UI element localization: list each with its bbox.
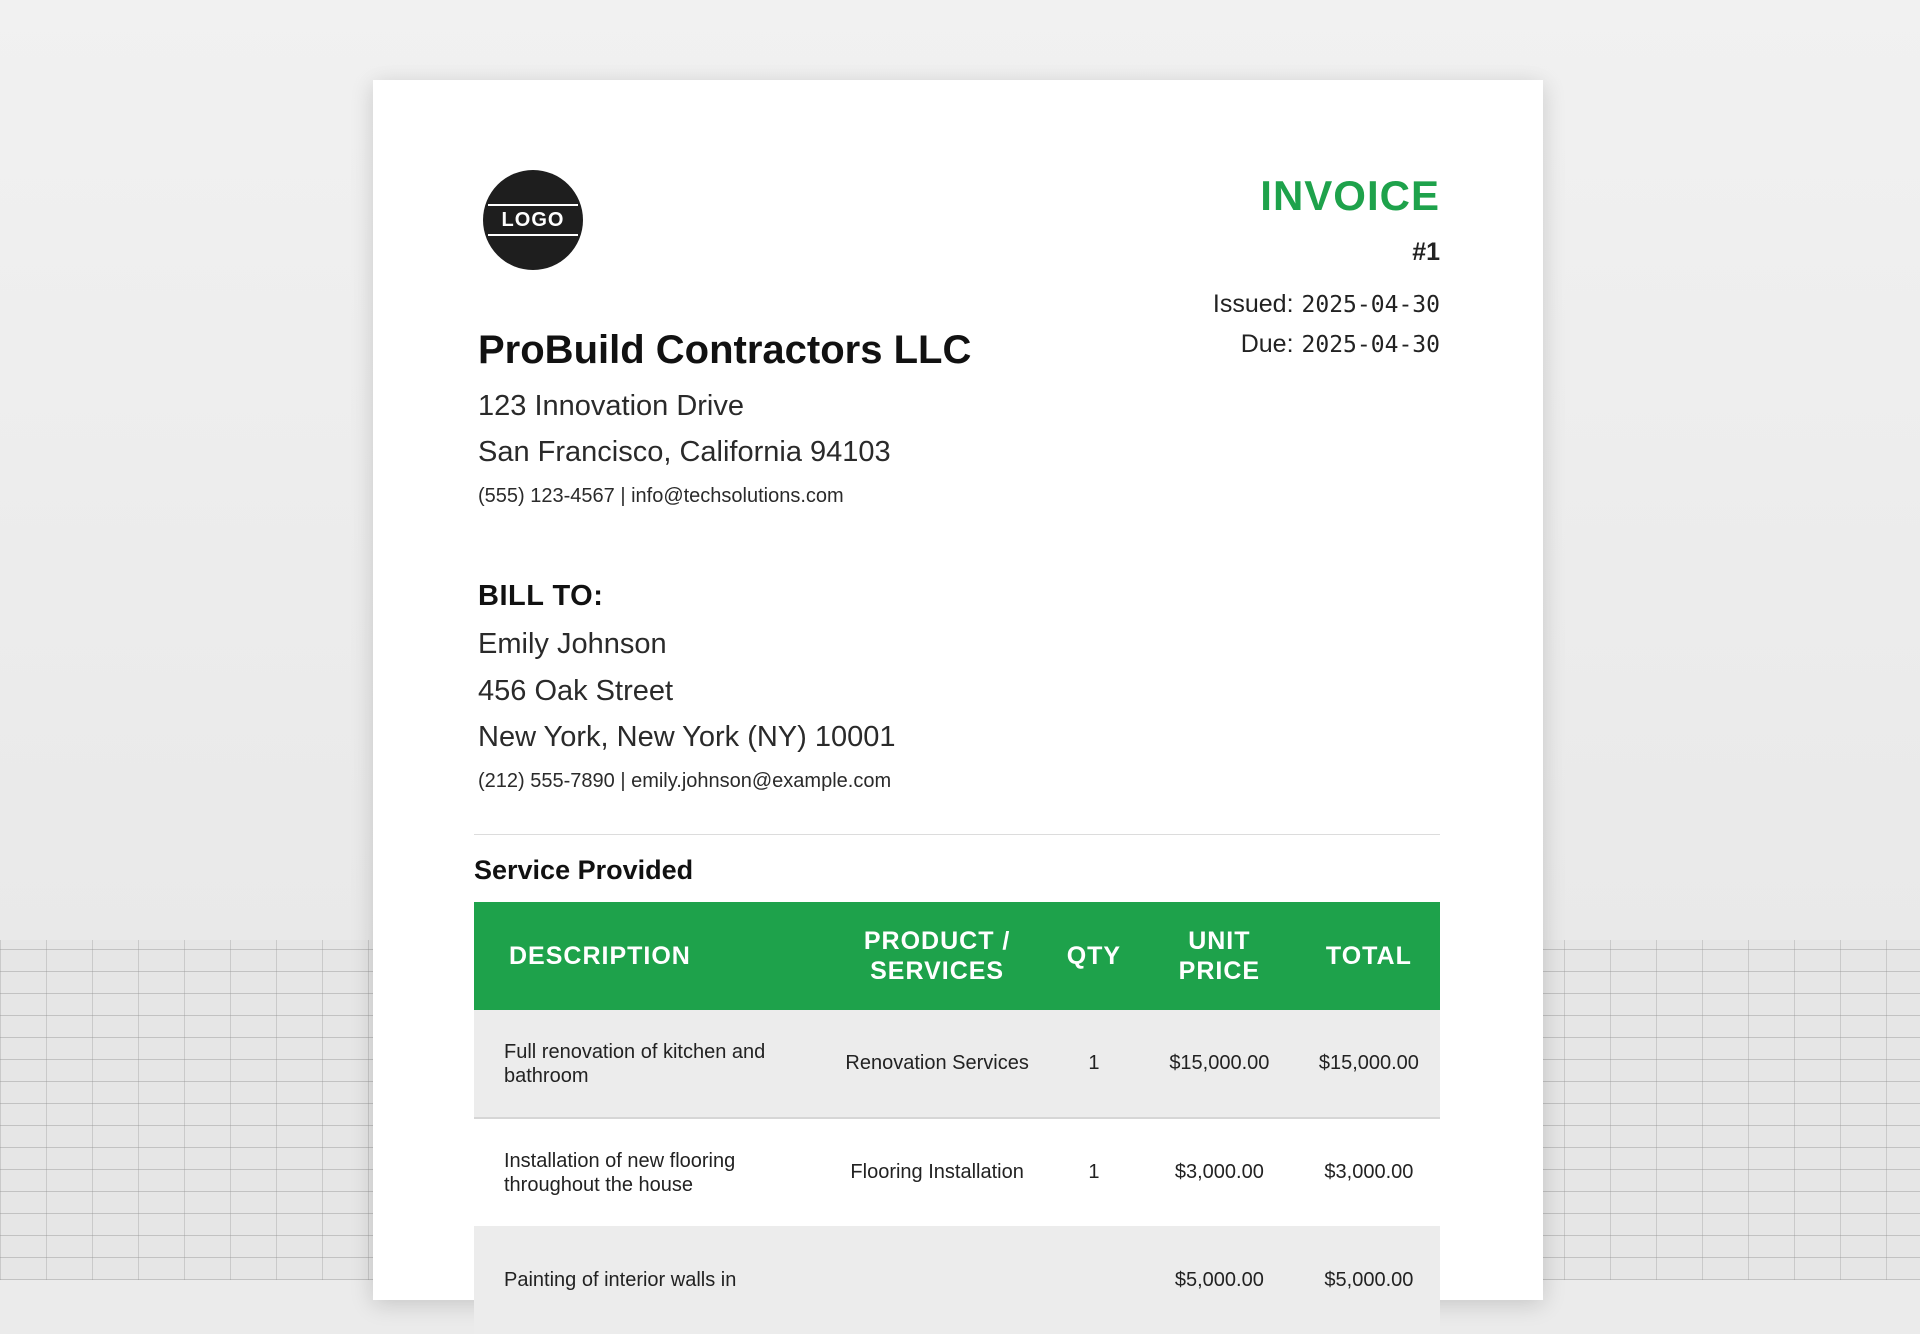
- services-table: [474, 902, 1440, 1334]
- header-product-label-line2: SERVICES: [870, 957, 1005, 985]
- header-unit-label-line1: UNIT: [1188, 927, 1251, 955]
- header-product-services: [827, 902, 1047, 1010]
- row-unit-price: $15,000.00: [1141, 1010, 1298, 1118]
- header-description: [474, 902, 827, 1010]
- row-description-line1: Full renovation of kitchen and: [504, 1040, 766, 1063]
- row-description: [474, 1010, 827, 1118]
- row-description-line1: Installation of new flooring: [504, 1149, 736, 1172]
- header-total: [1298, 902, 1440, 1010]
- bill-to-label: BILL TO:: [478, 580, 604, 612]
- company-contact: (555) 123-4567 | info@techsolutions.com: [478, 485, 844, 507]
- row-total: $15,000.00: [1298, 1010, 1440, 1118]
- company-address-line2: San Francisco, California 94103: [478, 436, 891, 468]
- section-divider: [474, 834, 1440, 835]
- issued-date-row: [1213, 290, 1440, 319]
- row-unit-price: $5,000.00: [1174, 1268, 1264, 1291]
- header-description-label: DESCRIPTION: [509, 942, 691, 970]
- table-row: [474, 1226, 1440, 1334]
- row-description-line1: Painting of interior walls in: [504, 1269, 737, 1291]
- header-qty-label: QTY: [1066, 942, 1122, 970]
- row-qty: [1047, 1226, 1141, 1334]
- row-product: Renovation Services: [827, 1010, 1047, 1118]
- invoice-page: [373, 80, 1543, 1300]
- table-row: [474, 1010, 1440, 1118]
- row-total: $5,000.00: [1324, 1268, 1414, 1291]
- header-qty: [1047, 902, 1141, 1010]
- row-description: [474, 1226, 827, 1334]
- row-product: Flooring Installation: [850, 1161, 1024, 1183]
- company-logo: [483, 170, 583, 270]
- header-total-label: TOTAL: [1325, 942, 1412, 970]
- table-row: [474, 1118, 1440, 1226]
- row-description: [474, 1118, 827, 1226]
- table-header-row: [474, 902, 1440, 1010]
- row-qty: 1: [1088, 1161, 1100, 1183]
- company-address-line1: 123 Innovation Drive: [478, 390, 744, 422]
- row-product: [827, 1226, 1047, 1334]
- row-unit-price: $3,000.00: [1174, 1161, 1264, 1183]
- row-total: $3,000.00: [1324, 1161, 1414, 1183]
- due-date-row: [1241, 330, 1440, 359]
- bill-to-city: New York, New York (NY) 10001: [478, 721, 896, 753]
- invoice-title: INVOICE: [1260, 172, 1440, 219]
- header-unit-price: [1141, 902, 1298, 1010]
- due-label: Due:: [1240, 330, 1294, 358]
- row-qty: 1: [1047, 1010, 1141, 1118]
- bill-to-name: Emily Johnson: [478, 628, 667, 660]
- issued-value: 2025-04-30: [1301, 292, 1440, 318]
- invoice-number: #1: [1412, 238, 1440, 266]
- issued-label: Issued:: [1212, 290, 1294, 318]
- header-unit-label-line2: PRICE: [1178, 957, 1261, 985]
- services-section-title: Service Provided: [474, 855, 694, 885]
- logo-text: LOGO: [488, 204, 579, 236]
- due-value: 2025-04-30: [1301, 332, 1440, 358]
- company-name: ProBuild Contractors LLC: [478, 328, 972, 372]
- bill-to-contact: (212) 555-7890 | emily.johnson@example.com: [478, 770, 892, 792]
- row-description-line2: bathroom: [504, 1064, 589, 1087]
- row-description-line2: throughout the house: [504, 1173, 694, 1196]
- bill-to-street: 456 Oak Street: [478, 675, 674, 707]
- header-product-label-line1: PRODUCT /: [863, 927, 1011, 955]
